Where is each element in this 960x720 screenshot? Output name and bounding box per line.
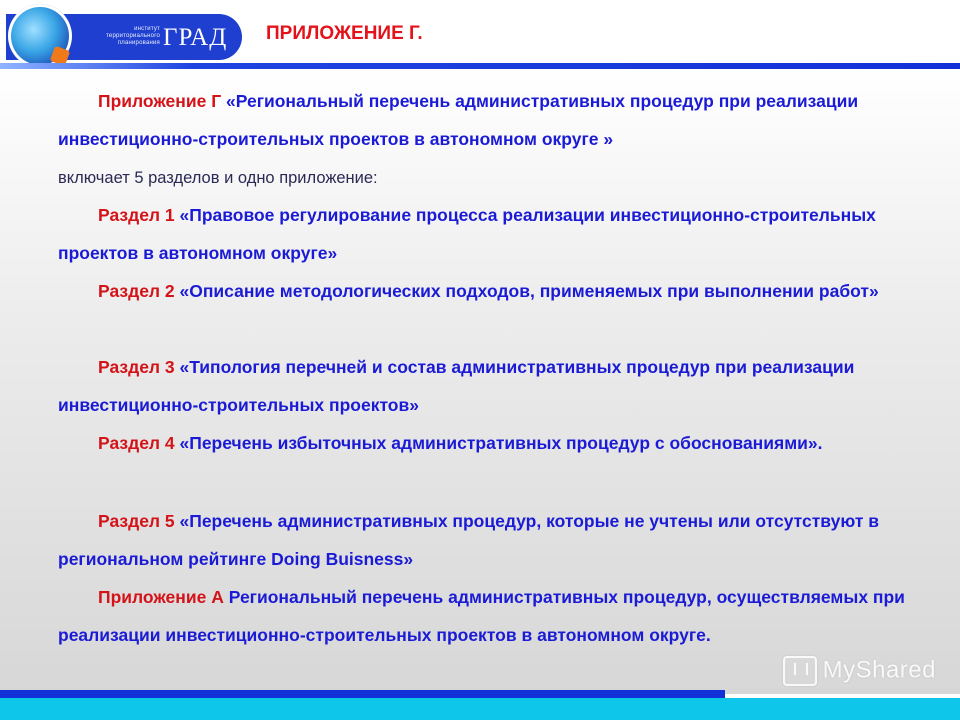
intro-text: «Региональный перечень административных процедур при реализации инвестиционно-строительных проектов в автономном округе » (58, 91, 859, 149)
section-text: «Правовое регулирование процесса реализации инвестиционно-строительных проектов в автономном округе» (58, 205, 876, 263)
presentation-icon (783, 656, 817, 686)
section-text: «Описание методологических подходов, применяемых при выполнении работ» (174, 281, 879, 301)
section-text: «Перечень избыточных административных процедур с обоснованиями». (174, 433, 823, 453)
logo-subtitle (82, 26, 160, 47)
footer-bar (0, 690, 725, 698)
section-label: Раздел 5 (98, 511, 175, 531)
section-label: Раздел 4 (98, 433, 175, 453)
section-item (58, 424, 948, 462)
section-label: Раздел 2 (98, 281, 175, 301)
header (0, 0, 960, 68)
section-item (58, 196, 948, 272)
intro-paragraph (58, 82, 948, 197)
section-text: «Типология перечней и состав административных процедур при реализации инвестиционно-строительных проектов» (58, 357, 855, 415)
appendix-item (58, 578, 948, 654)
logo-brand: ГРАД (163, 24, 228, 51)
footer-strip (0, 698, 960, 720)
section-text: «Перечень административных процедур, которые не учтены или отсутствуют в региональном рейтинге Doing Buisness» (58, 511, 880, 569)
logo-line: институт (134, 26, 160, 32)
intro-tail: включает 5 разделов и одно приложение: (58, 169, 378, 187)
watermark (783, 656, 936, 686)
logo-line: планирования (117, 40, 160, 46)
section-item (58, 348, 948, 424)
logo-emblem-icon (8, 4, 72, 68)
section-label: Раздел 1 (98, 205, 175, 225)
appendix-label: Приложение А (98, 587, 224, 607)
section-label: Раздел 3 (98, 357, 175, 377)
page-title: ПРИЛОЖЕНИЕ Г. (266, 23, 423, 44)
section-item (58, 502, 948, 578)
section-item (58, 272, 948, 310)
watermark-text: MyShared (822, 656, 936, 684)
intro-label: Приложение Г (98, 91, 222, 111)
appendix-text: Региональный перечень административных процедур, осуществляемых при реализации инвестиционно-строительных проектов в автономном округе. (58, 587, 905, 645)
logo-line: территориального (106, 33, 160, 39)
